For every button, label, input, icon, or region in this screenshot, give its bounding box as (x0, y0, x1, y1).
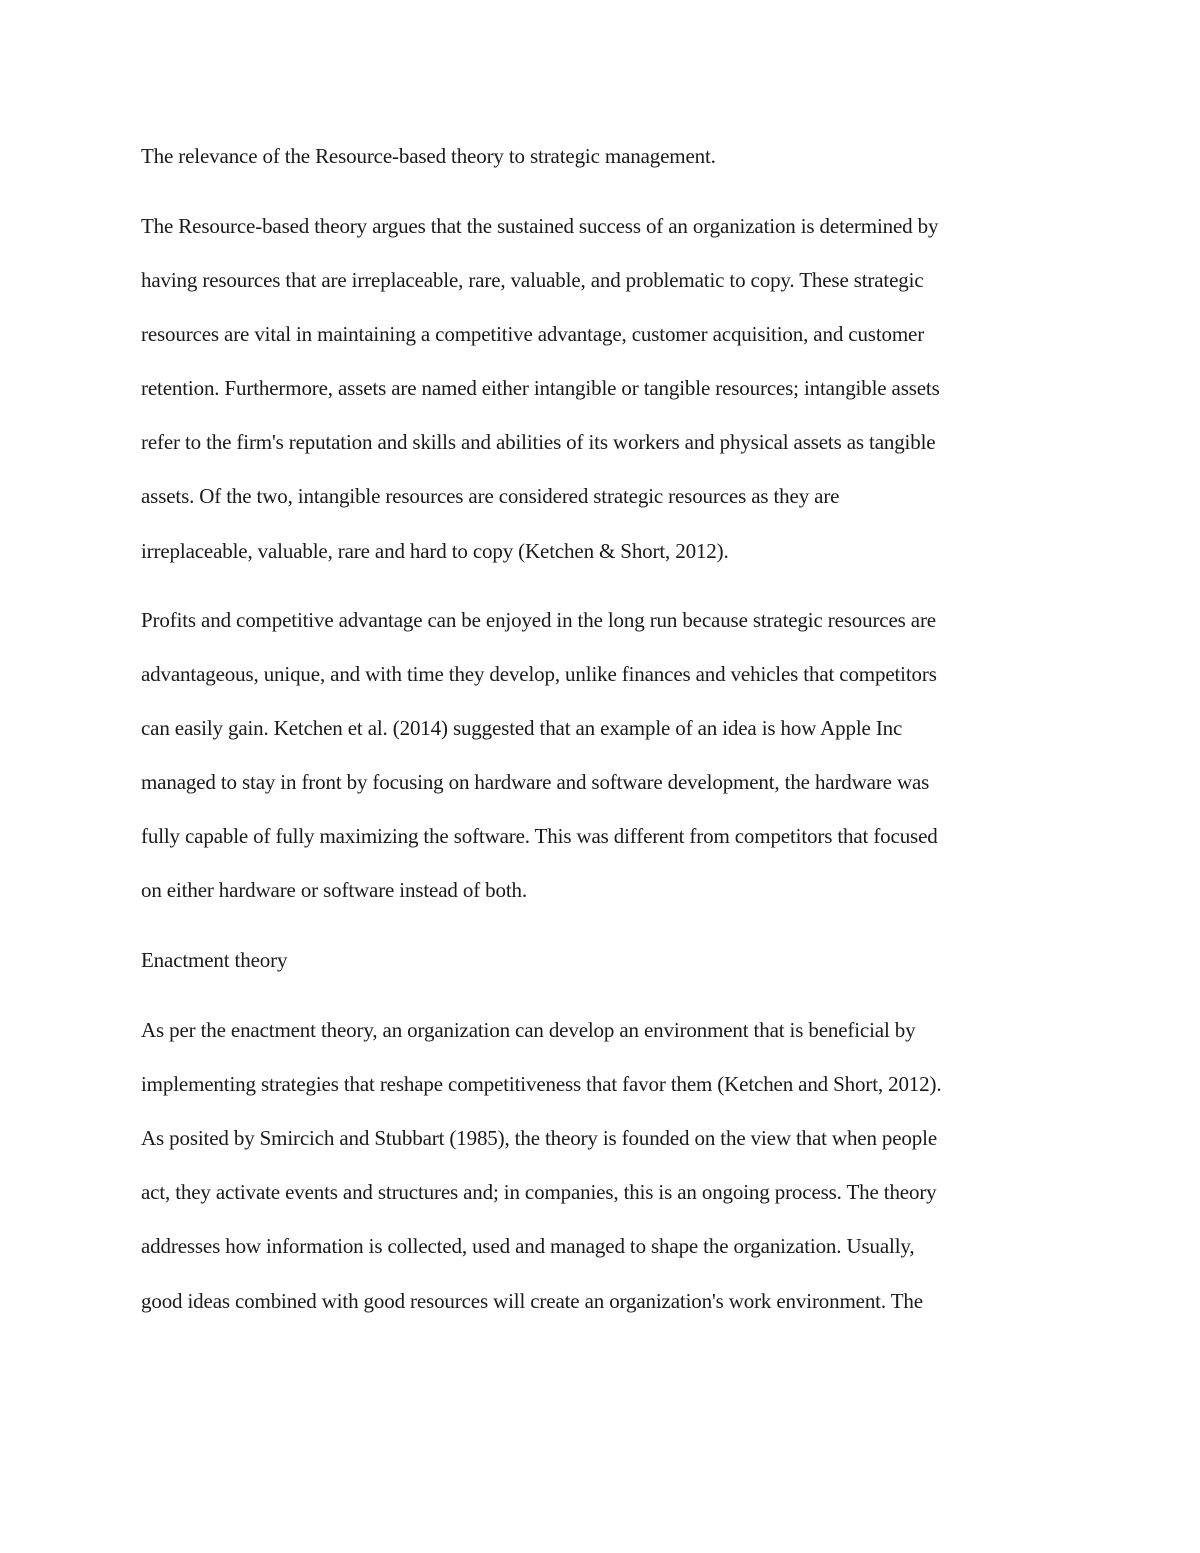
paragraph-line: assets. Of the two, intangible resources are considered strategic resources as they are (141, 484, 840, 508)
paragraph-line: implementing strategies that reshape competitiveness that favor them (Ketchen and Short, 2012). (141, 1072, 942, 1096)
paragraph-line: act, they activate events and structures and; in companies, this is an ongoing process. The theory (141, 1180, 937, 1204)
paragraph-line: addresses how information is collected, used and managed to shape the organization. Usually, (141, 1234, 915, 1258)
paragraph-line: resources are vital in maintaining a competitive advantage, customer acquisition, and customer (141, 322, 925, 346)
paragraph-line: good ideas combined with good resources will create an organization's work environment. The (141, 1289, 923, 1313)
document-title: The relevance of the Resource-based theory to strategic management. (141, 144, 716, 168)
paragraph-line: As per the enactment theory, an organization can develop an environment that is beneficial by (141, 1018, 916, 1042)
paragraph-line: refer to the firm's reputation and skills and abilities of its workers and physical assets as tangible (141, 430, 936, 454)
paragraph-line: Profits and competitive advantage can be enjoyed in the long run because strategic resources are (141, 608, 936, 632)
paragraph-line: As posited by Smircich and Stubbart (1985), the theory is founded on the view that when people (141, 1126, 937, 1150)
paragraph-line: advantageous, unique, and with time they develop, unlike finances and vehicles that competitors (141, 662, 937, 686)
paragraph-line: on either hardware or software instead of both. (141, 878, 527, 902)
paragraph-line: retention. Furthermore, assets are named either intangible or tangible resources; intangible assets (141, 376, 940, 400)
section-heading-enactment-theory: Enactment theory (141, 948, 288, 972)
paragraph-line: irreplaceable, valuable, rare and hard to copy (Ketchen & Short, 2012). (141, 539, 729, 563)
paragraph-line: managed to stay in front by focusing on hardware and software development, the hardware was (141, 770, 930, 794)
paragraph-line: fully capable of fully maximizing the software. This was different from competitors that focused (141, 824, 938, 848)
paragraph-line: can easily gain. Ketchen et al. (2014) suggested that an example of an idea is how Apple Inc (141, 716, 903, 740)
paragraph-line: The Resource-based theory argues that the sustained success of an organization is determined by (141, 214, 939, 238)
paragraph-line: having resources that are irreplaceable, rare, valuable, and problematic to copy. These strategic (141, 268, 924, 292)
